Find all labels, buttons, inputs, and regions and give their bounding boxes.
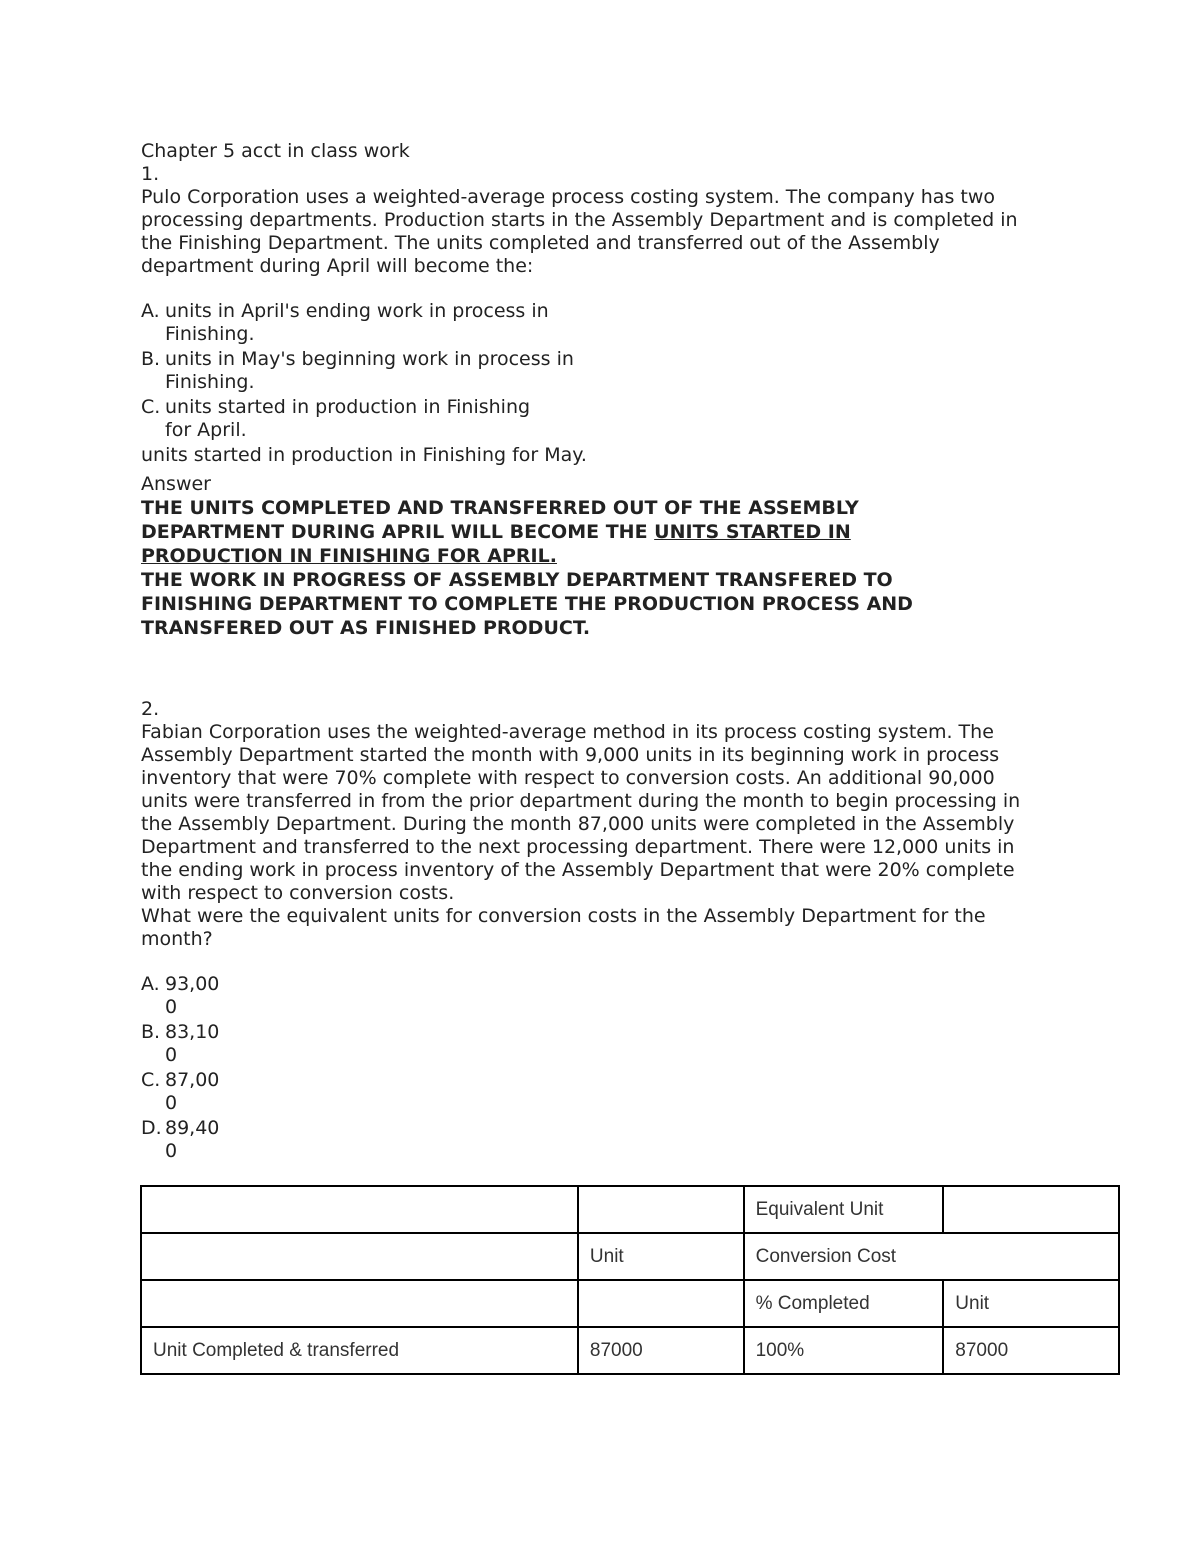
table-row: [141, 1186, 1119, 1233]
question-2-stem-line: Assembly Department started the month with 9,000 units in its beginning work in process: [141, 744, 1000, 766]
question-1-option-d: units started in production in Finishing for May.: [141, 444, 587, 466]
question-1-stem-line: department during April will become the:: [141, 255, 534, 277]
option-letter: A.: [141, 300, 160, 322]
answer-text-underlined: UNITS STARTED IN: [654, 521, 851, 543]
table-cell-units: 87000: [578, 1327, 744, 1374]
table-cell: [141, 1280, 578, 1327]
option-letter: A.: [141, 973, 160, 995]
question-1-stem: [141, 186, 1061, 278]
table-row: [141, 1233, 1119, 1280]
answer-line: [141, 520, 1061, 544]
question-2-stem-line: Fabian Corporation uses the weighted-average method in its process costing system. The: [141, 721, 994, 743]
option-text: 93,00 0: [165, 973, 220, 1018]
question-2-option-a: [141, 973, 1061, 1019]
conversion-cost-table: [140, 1185, 1120, 1375]
option-letter: C.: [141, 396, 161, 418]
table-row: [141, 1327, 1119, 1374]
document-page: [141, 140, 1061, 1165]
table-row-label: Unit Completed & transferred: [141, 1327, 578, 1374]
table-cell-percent: 100%: [744, 1327, 944, 1374]
table-header-percent-completed: % Completed: [744, 1280, 944, 1327]
table-cell: [578, 1280, 744, 1327]
table-header-unit: Unit: [578, 1233, 744, 1280]
question-2-options: [141, 973, 1061, 1163]
question-2-stem-line: What were the equivalent units for conversion costs in the Assembly Department for the: [141, 905, 986, 927]
question-2-option-c: [141, 1069, 1061, 1115]
question-2-stem: [141, 721, 1061, 951]
question-2-option-d: [141, 1117, 1061, 1163]
question-2-number: 2.: [141, 698, 160, 720]
option-text: units in May's beginning work in process in Finishing.: [165, 348, 574, 393]
question-1-stem-line: the Finishing Department. The units completed and transferred out of the Assembly: [141, 232, 940, 254]
answer-line: THE WORK IN PROGRESS OF ASSEMBLY DEPARTMENT TRANSFERED TO: [141, 569, 893, 591]
question-1-option-c: [141, 396, 1061, 442]
answer-text-underlined: PRODUCTION IN FINISHING FOR APRIL.: [141, 545, 557, 567]
option-text: 83,10 0: [165, 1021, 220, 1066]
answer-line: FINISHING DEPARTMENT TO COMPLETE THE PRODUCTION PROCESS AND: [141, 593, 913, 615]
table-cell: [578, 1186, 744, 1233]
answer-text-plain: DEPARTMENT DURING APRIL WILL BECOME THE: [141, 521, 655, 543]
option-text: 89,40 0: [165, 1117, 220, 1162]
question-1-options: [141, 300, 1061, 467]
table-header-unit: Unit: [943, 1280, 1119, 1327]
table-header-conversion-cost: Conversion Cost: [744, 1233, 1119, 1280]
question-1-option-b: [141, 348, 1061, 394]
option-text: units started in production in Finishing for April.: [165, 396, 531, 441]
table-header-equivalent-unit: Equivalent Unit: [744, 1186, 944, 1233]
table-cell: [141, 1186, 578, 1233]
option-letter: B.: [141, 1021, 161, 1043]
question-2-stem-line: with respect to conversion costs.: [141, 882, 455, 904]
question-2-stem-line: month?: [141, 928, 213, 950]
question-1-number: 1.: [141, 163, 160, 185]
option-letter: D.: [141, 1117, 162, 1139]
document-title: Chapter 5 acct in class work: [141, 140, 410, 162]
question-2-stem-line: inventory that were 70% complete with respect to conversion costs. An additional 90,000: [141, 767, 995, 789]
question-2-stem-line: Department and transferred to the next processing department. There were 12,000 units in: [141, 836, 1015, 858]
answer-text: [141, 496, 1061, 640]
question-1-stem-line: processing departments. Production starts in the Assembly Department and is completed in: [141, 209, 1018, 231]
question-2-stem-line: units were transferred in from the prior department during the month to begin processing in: [141, 790, 1021, 812]
question-2-stem-line: the ending work in process inventory of the Assembly Department that were 20% complete: [141, 859, 1015, 881]
option-letter: B.: [141, 348, 161, 370]
answer-label: Answer: [141, 473, 211, 495]
table-cell-equivalent-units: 87000: [943, 1327, 1119, 1374]
answer-line: TRANSFERED OUT AS FINISHED PRODUCT.: [141, 617, 591, 639]
question-2-stem-line: the Assembly Department. During the month 87,000 units were completed in the Assembly: [141, 813, 1015, 835]
table-row: [141, 1280, 1119, 1327]
question-1-stem-line: Pulo Corporation uses a weighted-average process costing system. The company has two: [141, 186, 996, 208]
option-letter: C.: [141, 1069, 161, 1091]
option-text: 87,00 0: [165, 1069, 220, 1114]
table-cell: [943, 1186, 1119, 1233]
question-1-option-a: [141, 300, 1061, 346]
table-cell: [141, 1233, 578, 1280]
answer-line: THE UNITS COMPLETED AND TRANSFERRED OUT OF THE ASSEMBLY: [141, 497, 859, 519]
answer-line: [141, 544, 1061, 568]
option-text: units in April's ending work in process in Finishing.: [165, 300, 549, 345]
question-2-option-b: [141, 1021, 1061, 1067]
